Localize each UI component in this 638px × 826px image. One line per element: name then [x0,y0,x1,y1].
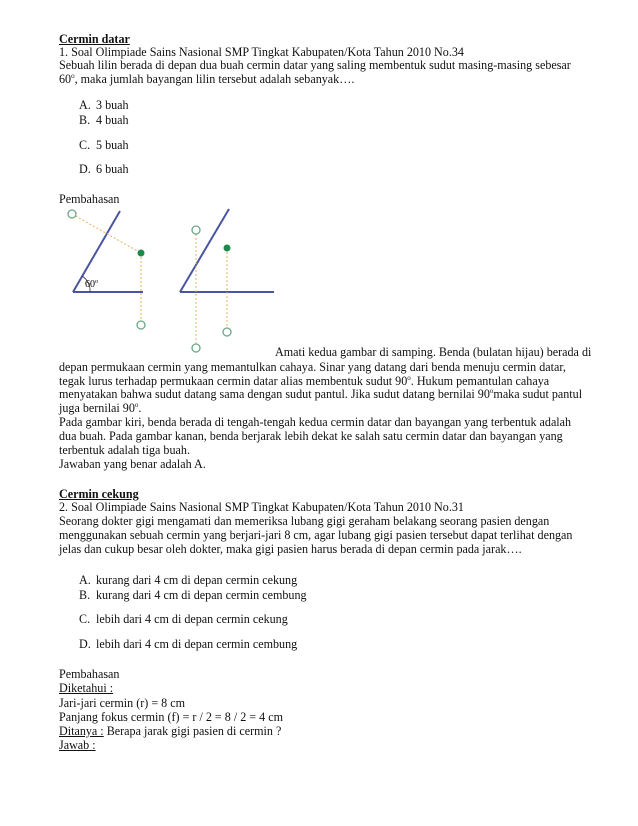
right-diagram [180,209,274,352]
fokus-text: Panjang fokus cermin (f) = r / 2 = 8 / 2 = 4 cm [59,710,283,724]
option-1d: D. 6 buah [79,162,129,176]
option-2d: D. lebih dari 4 cm di depan cermin cembung [79,637,298,651]
image-circle [137,321,145,329]
diketahui-label: Diketahui : [59,681,114,695]
left-diagram [68,210,145,329]
ditanya-text: Berapa jarak gigi pasien di cermin ? [103,724,282,738]
section-heading-cermin-cekung: Cermin cekung [59,487,139,501]
question-2-text-line3: jelas dan cukup besar oleh dokter, maka gigi pasien harus berada di depan cermin pada jarak…. [59,542,522,556]
option-2a: A. kurang dari 4 cm di depan cermin cekung [79,573,298,587]
right-slanted-mirror [180,209,229,292]
mirror-diagram [59,200,284,360]
question-1-title: 1. Soal Olimpiade Sains Nasional SMP Tingkat Kabupaten/Kota Tahun 2010 No.34 [59,45,464,59]
angle-label: 60$^o$ [85,279,98,290]
explanation-1-line1: Amati kedua gambar di samping. Benda (bulatan hijau) berada di [275,345,592,359]
object-circle [224,245,231,252]
ditanya-line [59,724,281,739]
explanation-1-line4: menyatakan bahwa sudut datang sama dengan sudut pantul. Jika sudut datang bernilai 90$^o$maka sudut pantul [59,387,583,401]
image-circle [68,210,76,218]
question-1-text-line1: Sebuah lilin berada di depan dua buah cermin datar yang saling membentuk sudut masing-masing sebesar [59,58,571,72]
explanation-1-line6: Pada gambar kiri, benda berada di tengah-tengah kedua cermin datar dan bayangan yang terbentuk adalah [59,415,572,429]
option-1c: C. 5 buah [79,138,129,152]
option-2b: B. kurang dari 4 cm di depan cermin cembung [79,588,307,602]
ditanya-label: Ditanya : [59,724,104,738]
pembahasan-1-label: Pembahasan [59,192,120,206]
answer-1: Jawaban yang benar adalah A. [59,457,206,471]
option-2c: C. lebih dari 4 cm di depan cermin cekung [79,612,288,626]
pembahasan-2-label: Pembahasan [59,667,120,681]
question-2-text-line2: menggunakan sebuah cermin yang berjari-jari 8 cm, agar lubang gigi pasien tersebut dapat terlihat dengan [59,528,573,542]
jari-jari-text: Jari-jari cermin (r) = 8 cm [59,696,186,710]
image-circle [192,344,200,352]
explanation-1-line3: tegak lurus terhadap permukaan cermin datar alias membentuk sudut 90$^o$. Hukum pemantulan cahaya [59,374,550,388]
image-circle [223,328,231,336]
object-circle [138,250,145,257]
jawab-label: Jawab : [59,738,96,752]
question-1-text-line2: 60$^o$, maka jumlah bayangan lilin tersebut adalah sebanyak…. [59,72,355,86]
option-1a: A. 3 buah [79,98,129,112]
explanation-1-line7: dua buah. Pada gambar kanan, benda berjarak lebih dekat ke salah satu cermin datar dan bayangan yang [59,429,563,443]
image-circle [192,226,200,234]
section-heading-cermin-datar: Cermin datar [59,32,130,46]
option-1b: B. 4 buah [79,113,129,127]
question-2-title: 2. Soal Olimpiade Sains Nasional SMP Tingkat Kabupaten/Kota Tahun 2010 No.31 [59,500,464,514]
question-2-text-line1: Seorang dokter gigi mengamati dan memeriksa lubang gigi geraham belakang seorang pasien dengan [59,514,550,528]
explanation-1-line5: juga bernilai 90$^o$. [59,401,142,415]
explanation-1-line8: terbentuk adalah tiga buah. [59,443,190,457]
explanation-1-line2: depan permukaan cermin yang memantulkan cahaya. Sinar yang datang dari benda menuju cermin datar, [59,360,566,374]
